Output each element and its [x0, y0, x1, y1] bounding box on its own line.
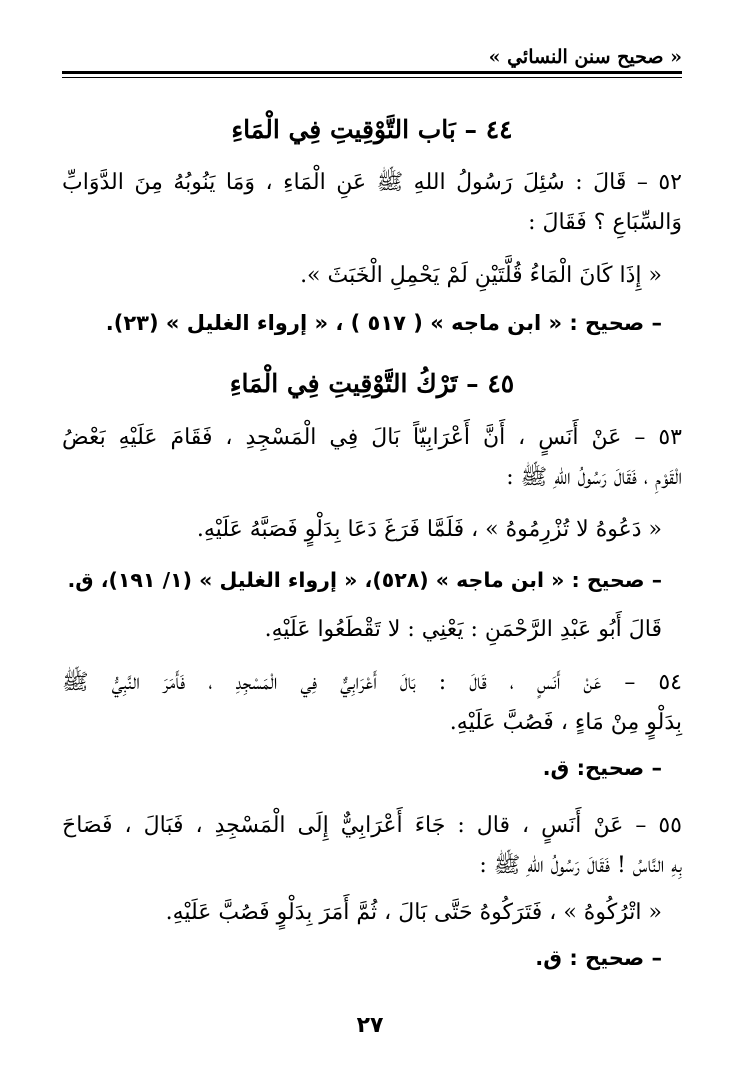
hadith-52-quote: « إِذَا كَانَ الْمَاءُ قُلَّتَيْنِ لَمْ يَحْمِلِ الْخَبَثَ ». — [300, 263, 662, 288]
hadith-55-grade: – صحيح : ق. — [535, 946, 662, 970]
hadith-53-line-2: الْقَوْمِ ، فَقَالَ رَسُولُ اللهِ ﷺ : — [506, 465, 682, 490]
running-head-title: « صحيح سنن النسائي » — [488, 46, 682, 68]
hadith-52-line-1: ٥٢ – قَالَ : سُئِلَ رَسُولُ اللهِ ﷺ عَنِ الْمَاءِ ، وَمَا يَنُوبُهُ مِنَ الدَّوَابِّ — [62, 170, 682, 195]
page-number: ٢٧ — [356, 1013, 384, 1038]
hadith-52-grade: – صحيح : « ابن ماجه » ( ٥١٧ ) ، « إرواء الغليل » (٢٣). — [105, 311, 662, 335]
hadith-55-line-2: بِهِ النَّاسُ ! فَقَالَ رَسُولُ اللهِ ﷺ : — [479, 853, 682, 878]
hadith-53-quote: « دَعُوهُ لا تُزْرِمُوهُ » ، فَلَمَّا فَرَغَ دَعَا بِدَلْوٍ فَصَبَّهُ عَلَيْهِ. — [196, 517, 662, 542]
hadith-55-quote: « اتْرُكُوهُ » ، فَتَرَكُوهُ حَتَّى بَالَ ، ثُمَّ أَمَرَ بِدَلْوٍ فَصُبَّ عَلَيْهِ. — [165, 900, 662, 925]
chapter-heading-45: ٤٥ – تَرْكُ التَّوْقِيتِ فِي الْمَاءِ — [229, 369, 515, 398]
hadith-54-line-1: ٥٤ – عَنْ أَنَسٍ ، قَالَ : بَالَ أَعْرَابِيٌّ فِي الْمَسْجِدِ ، فَأَمَرَ النَّبِيُّ ﷺ — [62, 670, 682, 695]
hadith-52-line-2: وَالسِّبَاعِ ؟ فَقَالَ : — [528, 210, 682, 235]
hadith-54-grade: – صحيح: ق. — [542, 756, 662, 780]
header-rule-thin — [62, 77, 682, 78]
hadith-53-line-1: ٥٣ – عَنْ أَنَسٍ ، أَنَّ أَعْرَابِيّاً بَالَ فِي الْمَسْجِدِ ، فَقَامَ عَلَيْهِ بَعْضُ — [62, 425, 682, 450]
chapter-heading-44: ٤٤ – بَاب التَّوْقِيتِ فِي الْمَاءِ — [231, 115, 513, 144]
header-rule-thick — [62, 71, 682, 74]
hadith-53-grade: – صحيح : « ابن ماجه » (٥٢٨)، « إرواء الغليل » (١/ ١٩١)، ق. — [67, 568, 662, 592]
hadith-55-line-1: ٥٥ – عَنْ أَنَسٍ ، قال : جَاءَ أَعْرَابِيٌّ إِلَى الْمَسْجِدِ ، فَبَالَ ، فَصَاحَ — [62, 813, 682, 838]
hadith-54-line-2: بِدَلْوٍ مِنْ مَاءٍ ، فَصُبَّ عَلَيْهِ. — [449, 710, 682, 735]
hadith-53-note: قَالَ أَبُو عَبْدِ الرَّحْمَنِ : يَعْنِي : لا تَقْطَعُوا عَلَيْهِ. — [264, 617, 662, 642]
